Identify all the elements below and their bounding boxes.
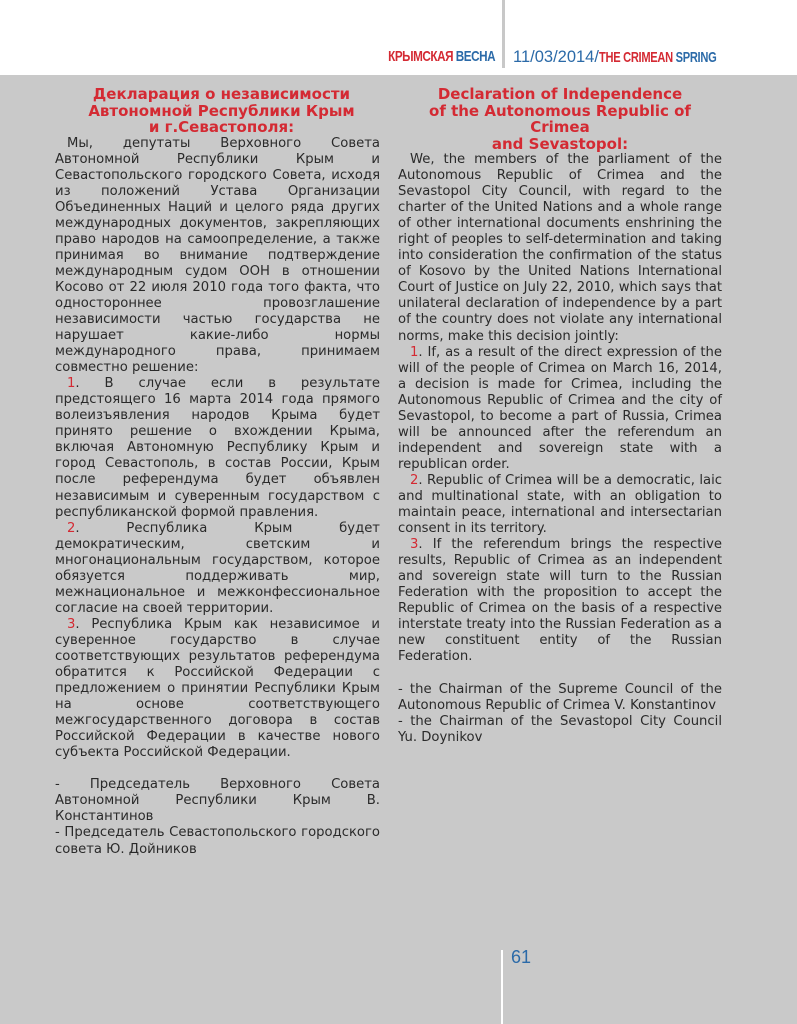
russian-title-line: Автономной Республики Крым [88,101,355,120]
russian-point-3 [55,617,380,761]
english-title-line: Declaration of Independence [437,85,683,103]
header-title-russian-red: КРЫМСКАЯ [388,48,456,65]
header-title-russian-blue: ВЕСНА [455,48,495,65]
point-number: 1 [410,344,419,360]
english-point-3 [398,537,722,665]
russian-point-1 [55,376,380,520]
page-number-rule [501,950,503,1024]
page-number: 61 [511,947,532,967]
point-text: . В случае если в результате предстоящего 16 марта 2014 года прямого волеизъявления народов Крыма будет принято решение о вхождении Крыма, включая Автономную Республику Крым и город Севастополь, в состав России, Крым после референдума будет объявлен независимым и суверенным государством с республиканской формой правления. [55,376,380,520]
point-text: . Республика Крым как независимое и суверенное государство в случае соответствующих результатов референдума обратится к Российской Федерации с предложением о принятии Республики Крым на основе соответствующего межгосударственного договора в состав Российской Федерации в качестве нового субъекта Российской Федерации. [55,616,380,761]
english-signature-2: - the Chairman of the Sevastopol City Council Yu. Doynikov [398,713,722,745]
english-title-line: of the Autonomous Republic of Crimea [429,101,691,136]
english-title [398,86,722,152]
point-number: 3 [67,616,76,632]
russian-point-2 [55,521,380,617]
point-number: 1 [67,376,76,392]
point-number: 2 [67,520,76,536]
page-header [0,0,797,75]
point-number: 2 [410,472,419,488]
english-intro: We, the members of the parliament of the Autonomous Republic of Crimea and the Sevastopol City Council, with regard to the charter of the United Nations and a whole range of other international documents enshrining the right of peoples to self-determination and taking into consideration the confirmation of the status of Kosovo by the United Nations International Court of Justice on July 22, 2010, which says that unilateral declaration of independence by a part of the country does not violate any international norms, make this decision jointly: [398,152,722,344]
english-signature-1: - the Chairman of the Supreme Council of the Autonomous Republic of Crimea V. Konstantinov [398,681,722,713]
russian-title-line: Декларация о независимости [92,85,351,103]
english-column [398,86,722,746]
point-text: . If the referendum brings the respective results, Republic of Crimea as an independent and sovereign state will turn to the Russian Federation with the proposition to accept the Republic of Crimea on the basis of a respective interstate treaty into the Russian Federation as a new constituent entity of the Russian Federation. [398,537,722,665]
russian-signature-1: - Председатель Верховного Совета Автономной Республики Крым В. Константинов [55,777,380,825]
header-divider [502,0,505,68]
russian-column [55,86,380,858]
russian-signature-2: - Председатель Севастопольского городского совета Ю. Дойников [55,825,380,857]
header-title-english [513,48,758,67]
header-title-english-blue: SPRING [675,49,717,66]
russian-title-line: и г.Севастополя: [148,118,295,136]
header-title-russian [388,48,495,65]
point-text: . Республика Крым будет демократическим, светским и многонациональным государством, которое обязуется поддерживать мир, межнациональное и межконфессиональное согласие на своей территории. [55,520,380,616]
point-number: 3 [410,537,419,553]
english-point-1 [398,345,722,473]
header-title-english-red: THE CRIMEAN [598,49,676,66]
russian-title [55,86,380,136]
point-text: . Republic of Crimea will be a democratic, laic and multinational state, with an obligation to maintain peace, international and intersectarian consent in its territory. [398,472,722,537]
english-title-line: and Sevastopol: [491,134,629,153]
english-point-2 [398,473,722,537]
point-text: . If, as a result of the direct expression of the will of the people of Crimea on March 16, 2014, a decision is made for Crimea, including the Autonomous Republic of Crimea and the city of Sevastopol, to become a part of Russia, Crimea will be announced after the referendum an independent and sovereign state with a republican order. [398,344,722,472]
russian-intro: Мы, депутаты Верховного Совета Автономной Республики Крым и Севастопольского городского Совета, исходя из положений Устава Организации Объединенных Наций и целого ряда других международных документов, закрепляющих право народов на самоопределение, а также принимая во внимание подтверждение международным судом ООН в отношении Косово от 22 июля 2010 года того факта, что одностороннее провозглашение независимости частью государства не нарушает какие-либо нормы международного права, принимаем совместно решение: [55,135,380,376]
header-date: 11/03/2014/ [513,48,599,66]
